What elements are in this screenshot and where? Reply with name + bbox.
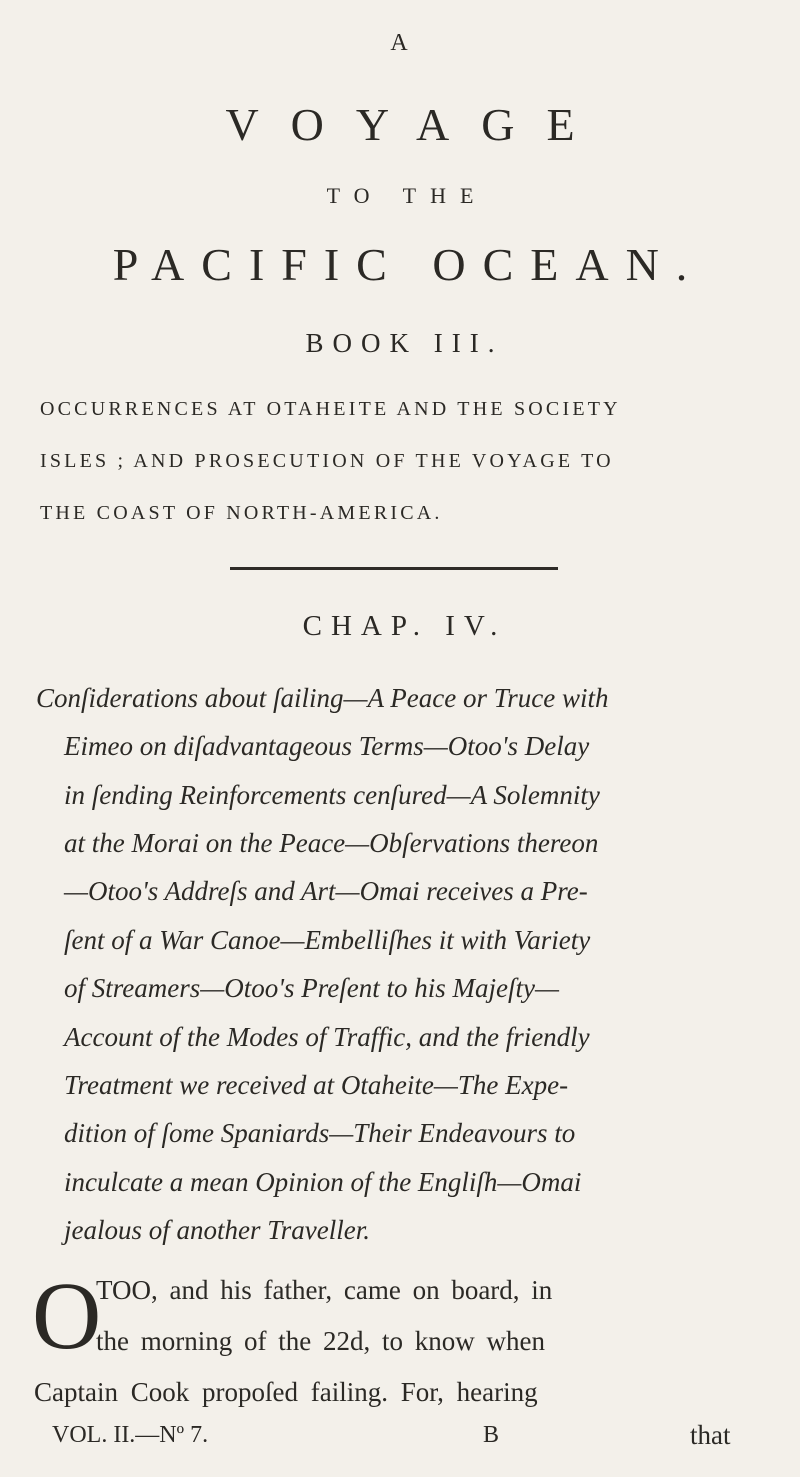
catchword: that <box>690 1420 731 1450</box>
synopsis-line: in ſending Reinforcements cenſured—A Solemnity <box>64 780 600 810</box>
synopsis-line: inculcate a mean Opinion of the Engliſh—Omai <box>64 1167 582 1197</box>
synopsis-line: of Streamers—Otoo's Preſent to his Majeſty— <box>64 973 559 1003</box>
signature-mark: B <box>483 1422 500 1448</box>
body-line: Captain Cook propoſed failing. For, hearing <box>34 1377 538 1407</box>
synopsis-line: jealous of another Traveller. <box>64 1215 370 1245</box>
synopsis-line: —Otoo's Addreſs and Art—Omai receives a Pre- <box>64 876 588 906</box>
occurrences-line: OCCURRENCES AT OTAHEITE AND THE SOCIETY <box>40 398 621 420</box>
title-pacific-ocean: PACIFIC OCEAN. <box>112 239 705 290</box>
occurrences-line: THE COAST OF NORTH-AMERICA. <box>40 502 443 524</box>
synopsis-line: at the Morai on the Peace—Obſervations thereon <box>64 828 599 858</box>
article-a: A <box>390 30 410 56</box>
body-line: TOO, and his father, came on board, in <box>96 1275 553 1305</box>
volume-number: VOL. II.—Nº 7. <box>52 1422 209 1448</box>
synopsis-line: Conſiderations about ſailing—A Peace or Truce with <box>36 683 609 713</box>
synopsis-line: ſent of a War Canoe—Embelliſhes it with Variety <box>64 925 591 955</box>
title-to-the: TO THE <box>326 183 488 208</box>
synopsis-line: dition of ſome Spaniards—Their Endeavours to <box>64 1118 576 1148</box>
chapter-heading: CHAP. IV. <box>302 610 507 642</box>
book-number: BOOK III. <box>305 328 504 358</box>
body-line: the morning of the 22d, to know when <box>96 1326 545 1356</box>
divider-rule <box>230 567 558 570</box>
synopsis-line: Account of the Modes of Traffic, and the friendly <box>64 1022 590 1052</box>
synopsis-line: Eimeo on diſadvantageous Terms—Otoo's Delay <box>64 731 590 761</box>
synopsis-line: Treatment we received at Otaheite—The Expe- <box>64 1070 569 1100</box>
page-title: VOYAGE <box>225 99 607 150</box>
occurrences-line: ISLES ; AND PROSECUTION OF THE VOYAGE TO <box>40 450 614 472</box>
drop-cap: O <box>32 1262 102 1369</box>
